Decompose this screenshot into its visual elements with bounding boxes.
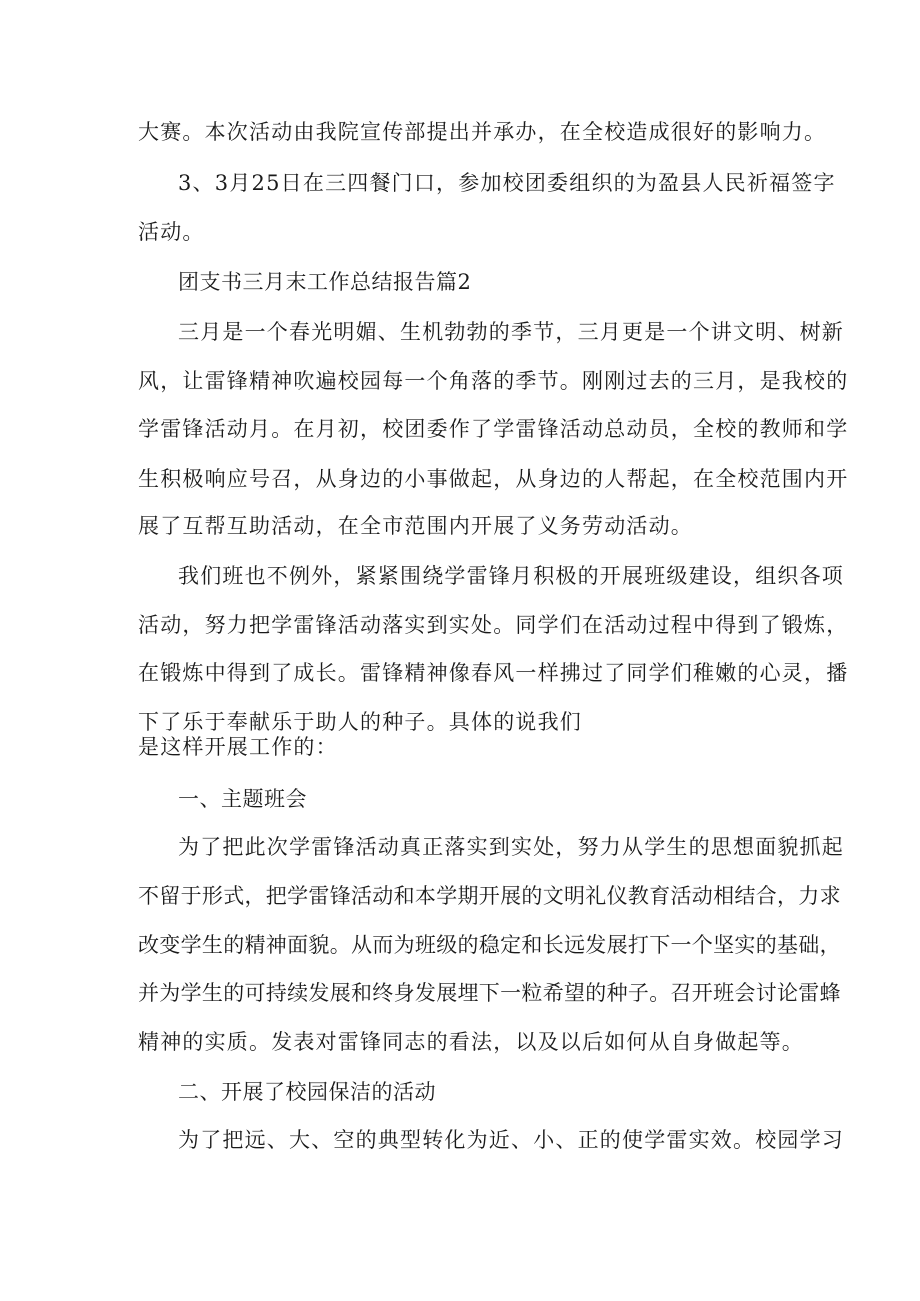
body-text-line: 精神的实质。发表对雷锋同志的看法，以及以后如何从自身做起等。: [138, 1030, 804, 1054]
body-text-line: 活动。: [138, 220, 205, 244]
body-text-line: 并为学生的可持续发展和终身发展埋下一粒希望的种子。召开班会讨论雷蜂: [138, 981, 841, 1005]
body-text-line: 活动，努力把学雷锋活动落实到实处。同学们在活动过程中得到了锻炼，: [138, 613, 849, 637]
body-text-line: 学雷锋活动月。在月初，校团委作了学雷锋活动总动员，全校的教师和学: [138, 417, 849, 441]
body-text-line: 风，让雷锋精神吹遍校园每一个角落的季节。刚刚过去的三月，是我校的: [138, 369, 849, 393]
body-text-line: 大赛。本次活动由我院宣传部提出并承办，在全校造成很好的影响力。: [138, 120, 827, 144]
body-text-line: 改变学生的精神面貌。从而为班级的稳定和长远发展打下一个坚实的基础，: [138, 933, 841, 957]
body-text-line: 在锻炼中得到了成长。雷锋精神像春风一样拂过了同学们稚嫩的心灵，播: [138, 661, 849, 685]
section-heading: 一、主题班会: [178, 787, 307, 811]
section-title: 团支书三月末工作总结报告篇2: [178, 270, 472, 294]
section-heading: 二、开展了校园保洁的活动: [178, 1080, 436, 1104]
body-text-line: 三月是一个春光明媚、生机勃勃的季节，三月更是一个讲文明、树新: [178, 320, 844, 344]
body-text-line: 展了互帮互助活动，在全市范围内开展了义务劳动活动。: [138, 514, 693, 538]
body-text-line: 生积极响应号召，从身边的小事做起，从身边的人帮起，在全校范围内开: [138, 467, 849, 491]
body-text-line: 是这样开展工作的：: [138, 735, 338, 759]
body-text-line: 不留于形式，把学雷锋活动和本学期开展的文明礼仪教育活动相结合，力求: [138, 884, 841, 908]
body-text-line: 我们班也不例外，紧紧围绕学雷锋月积极的开展班级建设，组织各项: [178, 564, 844, 588]
body-text-line: 为了把远、大、空的典型转化为近、小、正的使学雷实效。校园学习: [178, 1128, 844, 1152]
body-text-line: 为了把此次学雷锋活动真正落实到实处，努力从学生的思想面貌抓起: [178, 835, 844, 859]
body-text-line: 下了乐于奉献乐于助人的种子。具体的说我们: [138, 710, 582, 734]
body-text-line: 3、3月25日在三四餐门口，参加校团委组织的为盈县人民祈福签字: [178, 171, 836, 195]
